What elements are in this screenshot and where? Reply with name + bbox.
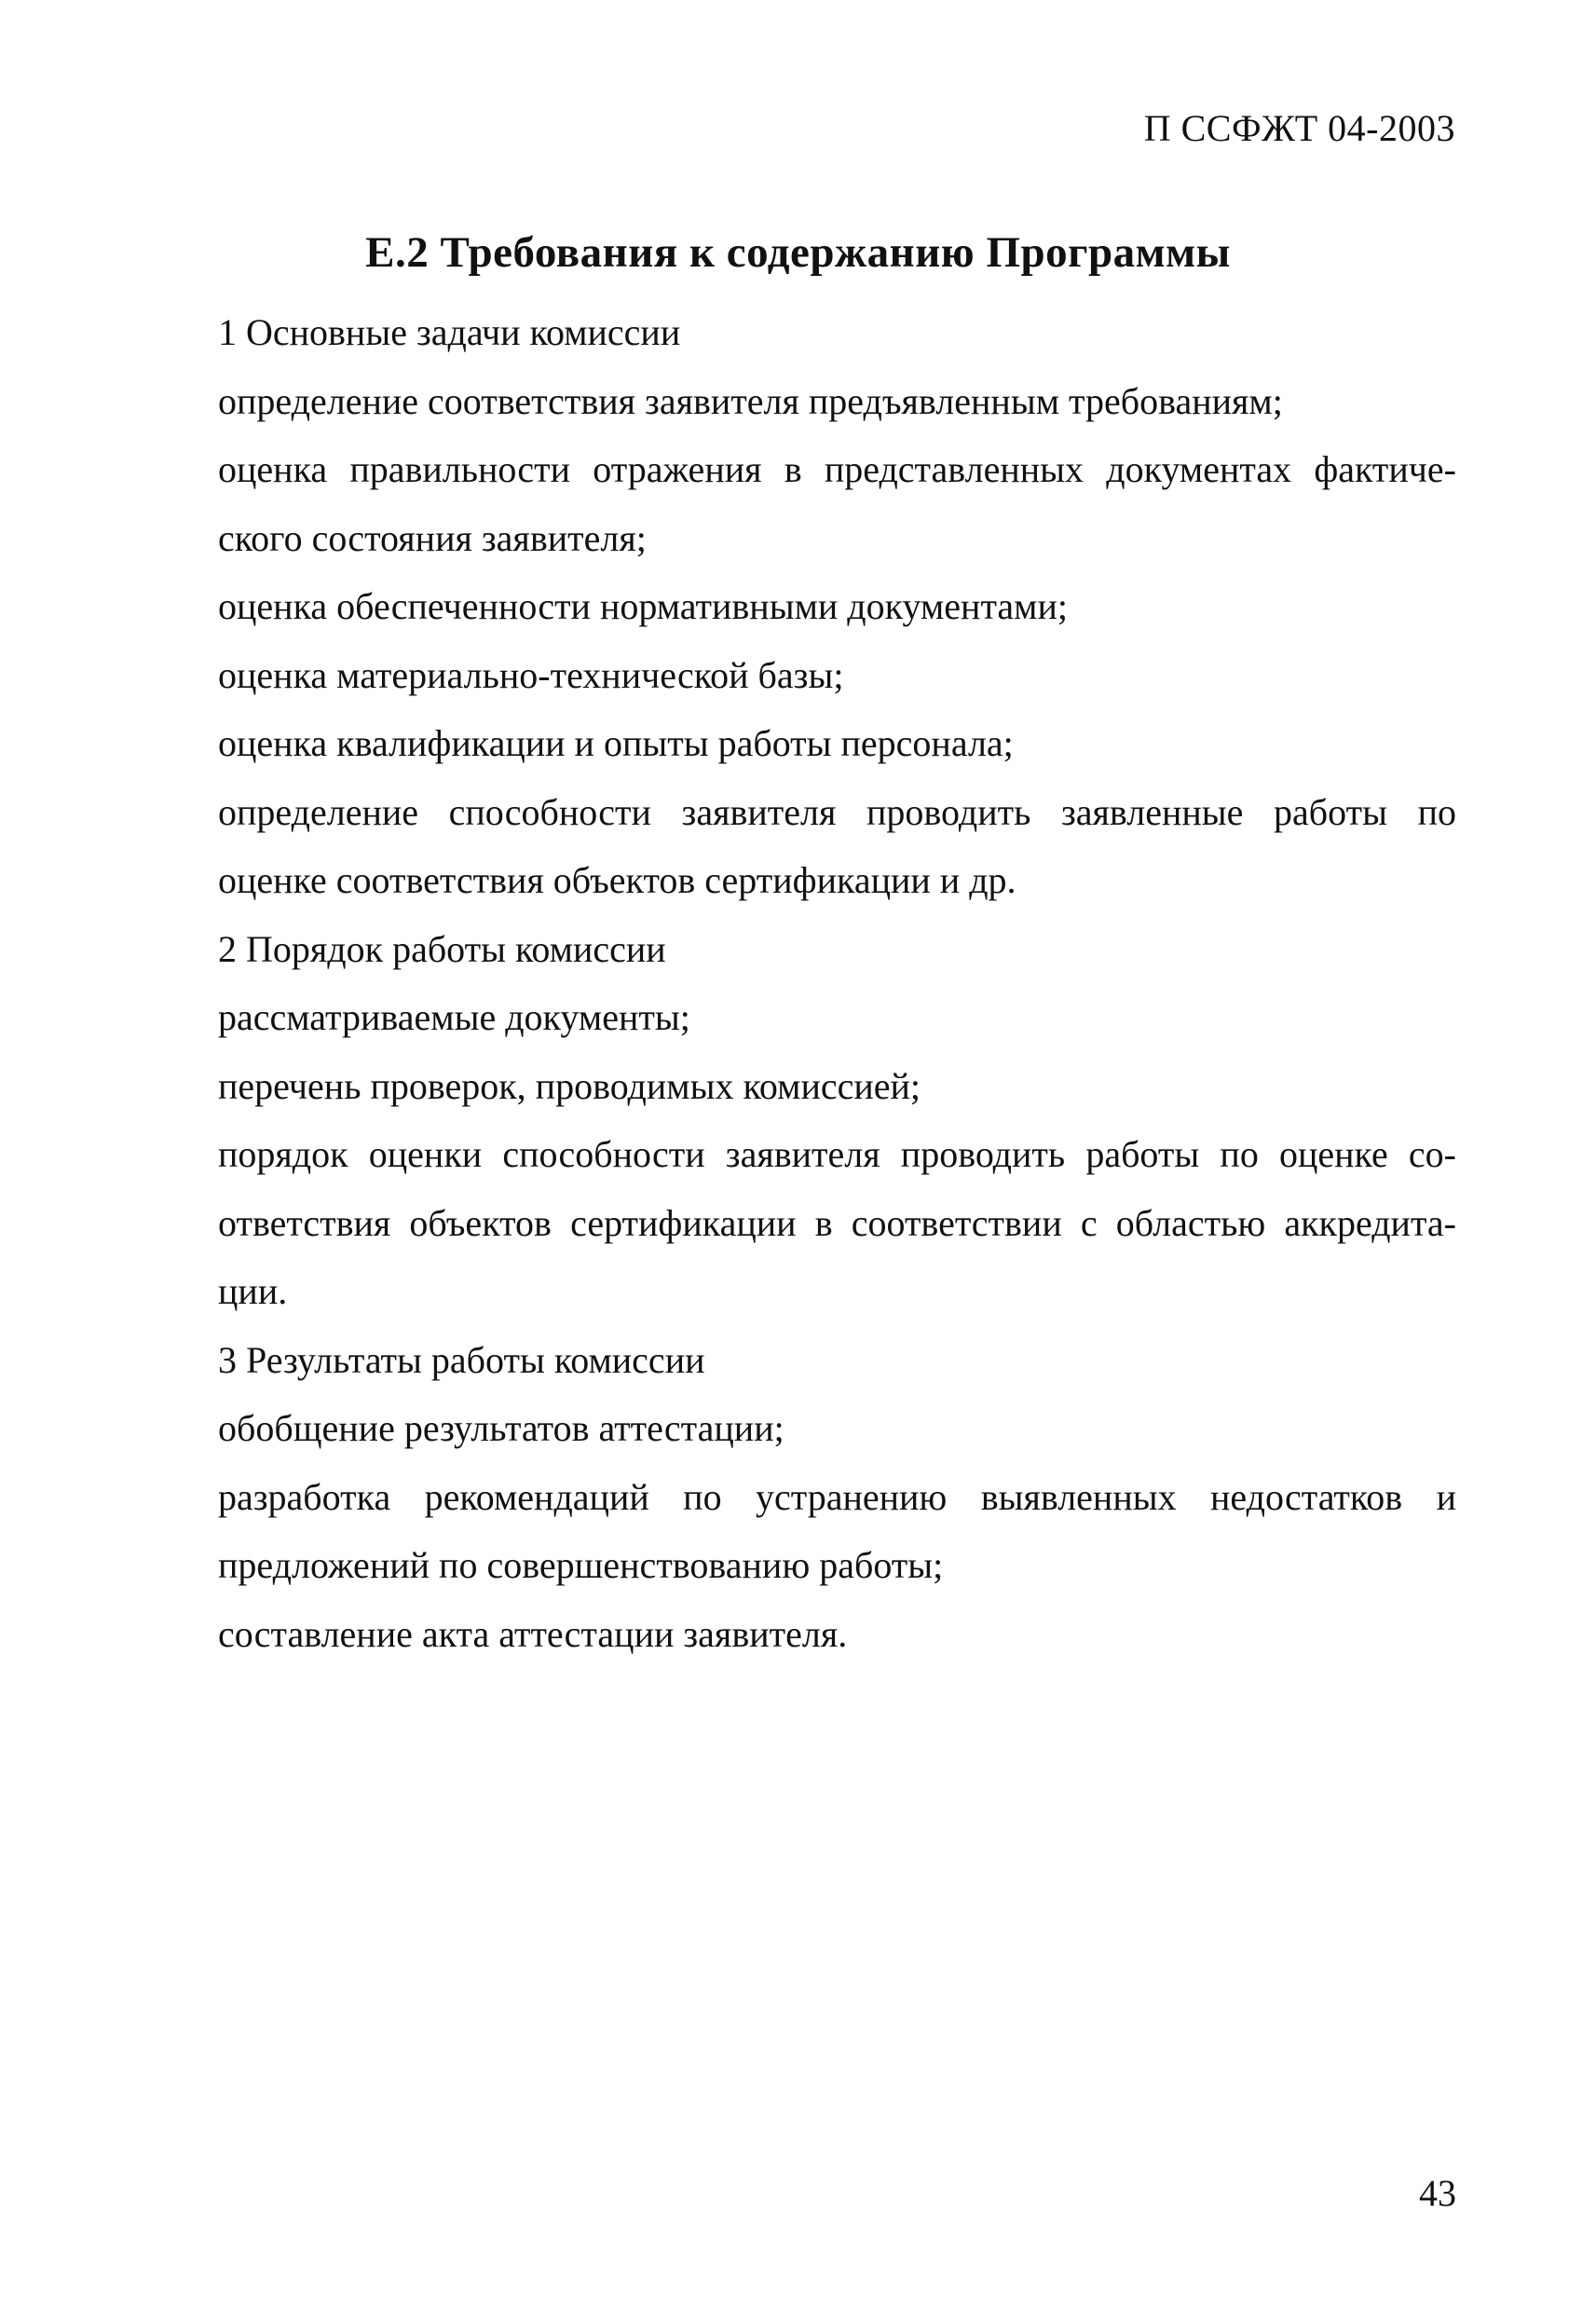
list-item-continuation: ответствия объектов сертификации в соответствии с областью аккредита- (218, 1201, 1456, 1244)
subsection-heading-3: 3 Результаты работы комиссии (218, 1338, 705, 1381)
list-item: оценка материально-технической базы; (218, 653, 844, 696)
list-item: оценка квалификации и опыты работы персонала; (218, 722, 1014, 764)
list-item-continuation: оценке соответствия объектов сертификации и др. (218, 859, 1016, 901)
list-item: определение соответствия заявителя предъявленным требованиям; (218, 379, 1283, 422)
list-item: порядок оценки способности заявителя проводить работы по оценке со- (218, 1133, 1456, 1175)
section-title: Е.2 Требования к содержанию Программы (365, 228, 1231, 277)
list-item: составление акта аттестации заявителя. (218, 1612, 848, 1655)
list-item: оценка обеспеченности нормативными документами; (218, 585, 1069, 627)
list-item: рассматриваемые документы; (218, 996, 690, 1038)
list-item-continuation: ции. (218, 1270, 288, 1312)
list-item: разработка рекомендаций по устранению выявленных недостатков и (218, 1475, 1456, 1518)
subsection-heading-2: 2 Порядок работы комиссии (218, 927, 666, 970)
subsection-heading-1: 1 Основные задачи комиссии (218, 311, 681, 353)
list-item-continuation: ского состояния заявителя; (218, 516, 647, 559)
list-item-continuation: предложений по совершенствованию работы; (218, 1544, 944, 1586)
list-item: перечень проверок, проводимых комиссией; (218, 1064, 921, 1107)
document-code: П ССФЖТ 04-2003 (1143, 107, 1455, 149)
list-item: оценка правильности отражения в представленных документах фактиче- (218, 448, 1456, 490)
list-item: определение способности заявителя проводить заявленные работы по (218, 790, 1456, 833)
page-number: 43 (1419, 2172, 1456, 2214)
document-body (218, 298, 1456, 1668)
list-item: обобщение результатов аттестации; (218, 1407, 784, 1449)
